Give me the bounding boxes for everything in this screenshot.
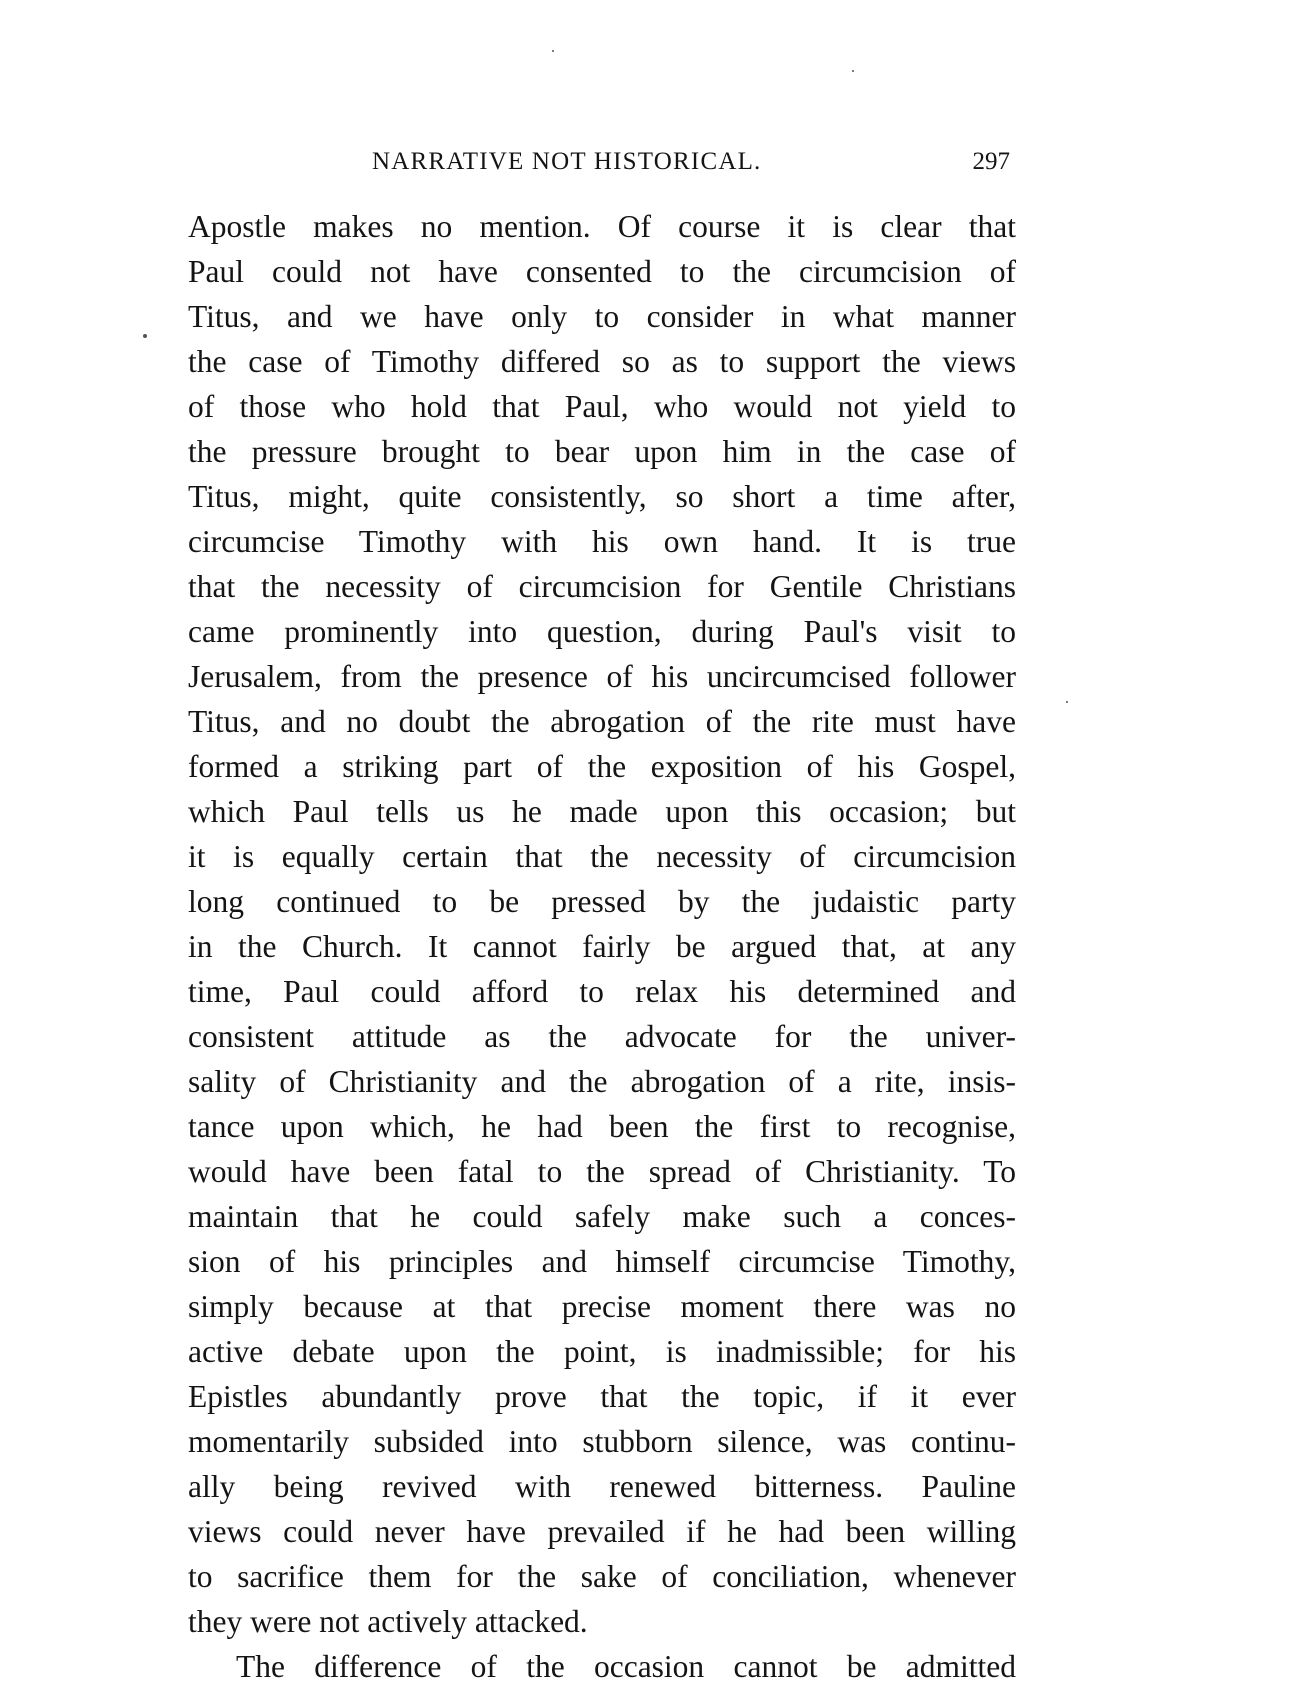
text-line: formed a striking part of the exposition of his Gospel, bbox=[188, 749, 1016, 784]
text-line: long continued to be pressed by the judaistic party bbox=[188, 884, 1016, 919]
text-line: circumcise Timothy with his own hand. It is true bbox=[188, 524, 1016, 559]
scan-speck bbox=[1066, 701, 1068, 703]
text-line: which Paul tells us he made upon this occasion; but bbox=[188, 794, 1016, 829]
text-line: in the Church. It cannot fairly be argued that, at any bbox=[188, 929, 1016, 964]
text-line: Apostle makes no mention. Of course it is clear that bbox=[188, 209, 1016, 244]
text-line: ally being revived with renewed bitterness. Pauline bbox=[188, 1469, 1016, 1504]
text-line: Epistles abundantly prove that the topic, if it ever bbox=[188, 1379, 1016, 1414]
text-line: to sacrifice them for the sake of conciliation, whenever bbox=[188, 1559, 1016, 1594]
text-line: sality of Christianity and the abrogation of a rite, insis- bbox=[188, 1064, 1016, 1099]
text-line: active debate upon the point, is inadmissible; for his bbox=[188, 1334, 1016, 1369]
text-line: tance upon which, he had been the first to recognise, bbox=[188, 1109, 1016, 1144]
text-line: Titus, and we have only to consider in what manner bbox=[188, 299, 1016, 334]
text-line: of those who hold that Paul, who would not yield to bbox=[188, 389, 1016, 424]
text-line: Paul could not have consented to the circumcision of bbox=[188, 254, 1016, 289]
text-line: consistent attitude as the advocate for the univer- bbox=[188, 1019, 1016, 1054]
running-head bbox=[190, 148, 1010, 188]
body-text bbox=[188, 204, 1016, 1689]
scan-speck bbox=[143, 334, 147, 338]
text-line: Titus, and no doubt the abrogation of the rite must have bbox=[188, 704, 1016, 739]
text-line: would have been fatal to the spread of Christianity. To bbox=[188, 1154, 1016, 1189]
text-line: Jerusalem, from the presence of his uncircumcised follower bbox=[188, 659, 1016, 694]
paragraph-end-line: they were not actively attacked. bbox=[188, 1604, 588, 1639]
text-line: views could never have prevailed if he had been willing bbox=[188, 1514, 1016, 1549]
scan-speck bbox=[852, 70, 854, 72]
text-line: maintain that he could safely make such a conces- bbox=[188, 1199, 1016, 1234]
running-title: NARRATIVE NOT HISTORICAL. bbox=[372, 148, 762, 175]
text-line: momentarily subsided into stubborn silence, was continu- bbox=[188, 1424, 1016, 1459]
text-line: Titus, might, quite consistently, so short a time after, bbox=[188, 479, 1016, 514]
text-line: sion of his principles and himself circumcise Timothy, bbox=[188, 1244, 1016, 1279]
text-line: the case of Timothy differed so as to support the views bbox=[188, 344, 1016, 379]
text-line: the pressure brought to bear upon him in the case of bbox=[188, 434, 1016, 469]
text-line: it is equally certain that the necessity of circumcision bbox=[188, 839, 1016, 874]
paragraph-start-line: The difference of the occasion cannot be admitted bbox=[236, 1649, 1016, 1684]
page-number: 297 bbox=[972, 148, 1010, 175]
text-line: time, Paul could afford to relax his determined and bbox=[188, 974, 1016, 1009]
text-line: that the necessity of circumcision for Gentile Christians bbox=[188, 569, 1016, 604]
text-line: simply because at that precise moment there was no bbox=[188, 1289, 1016, 1324]
scan-speck bbox=[552, 50, 554, 52]
text-line: came prominently into question, during Paul's visit to bbox=[188, 614, 1016, 649]
